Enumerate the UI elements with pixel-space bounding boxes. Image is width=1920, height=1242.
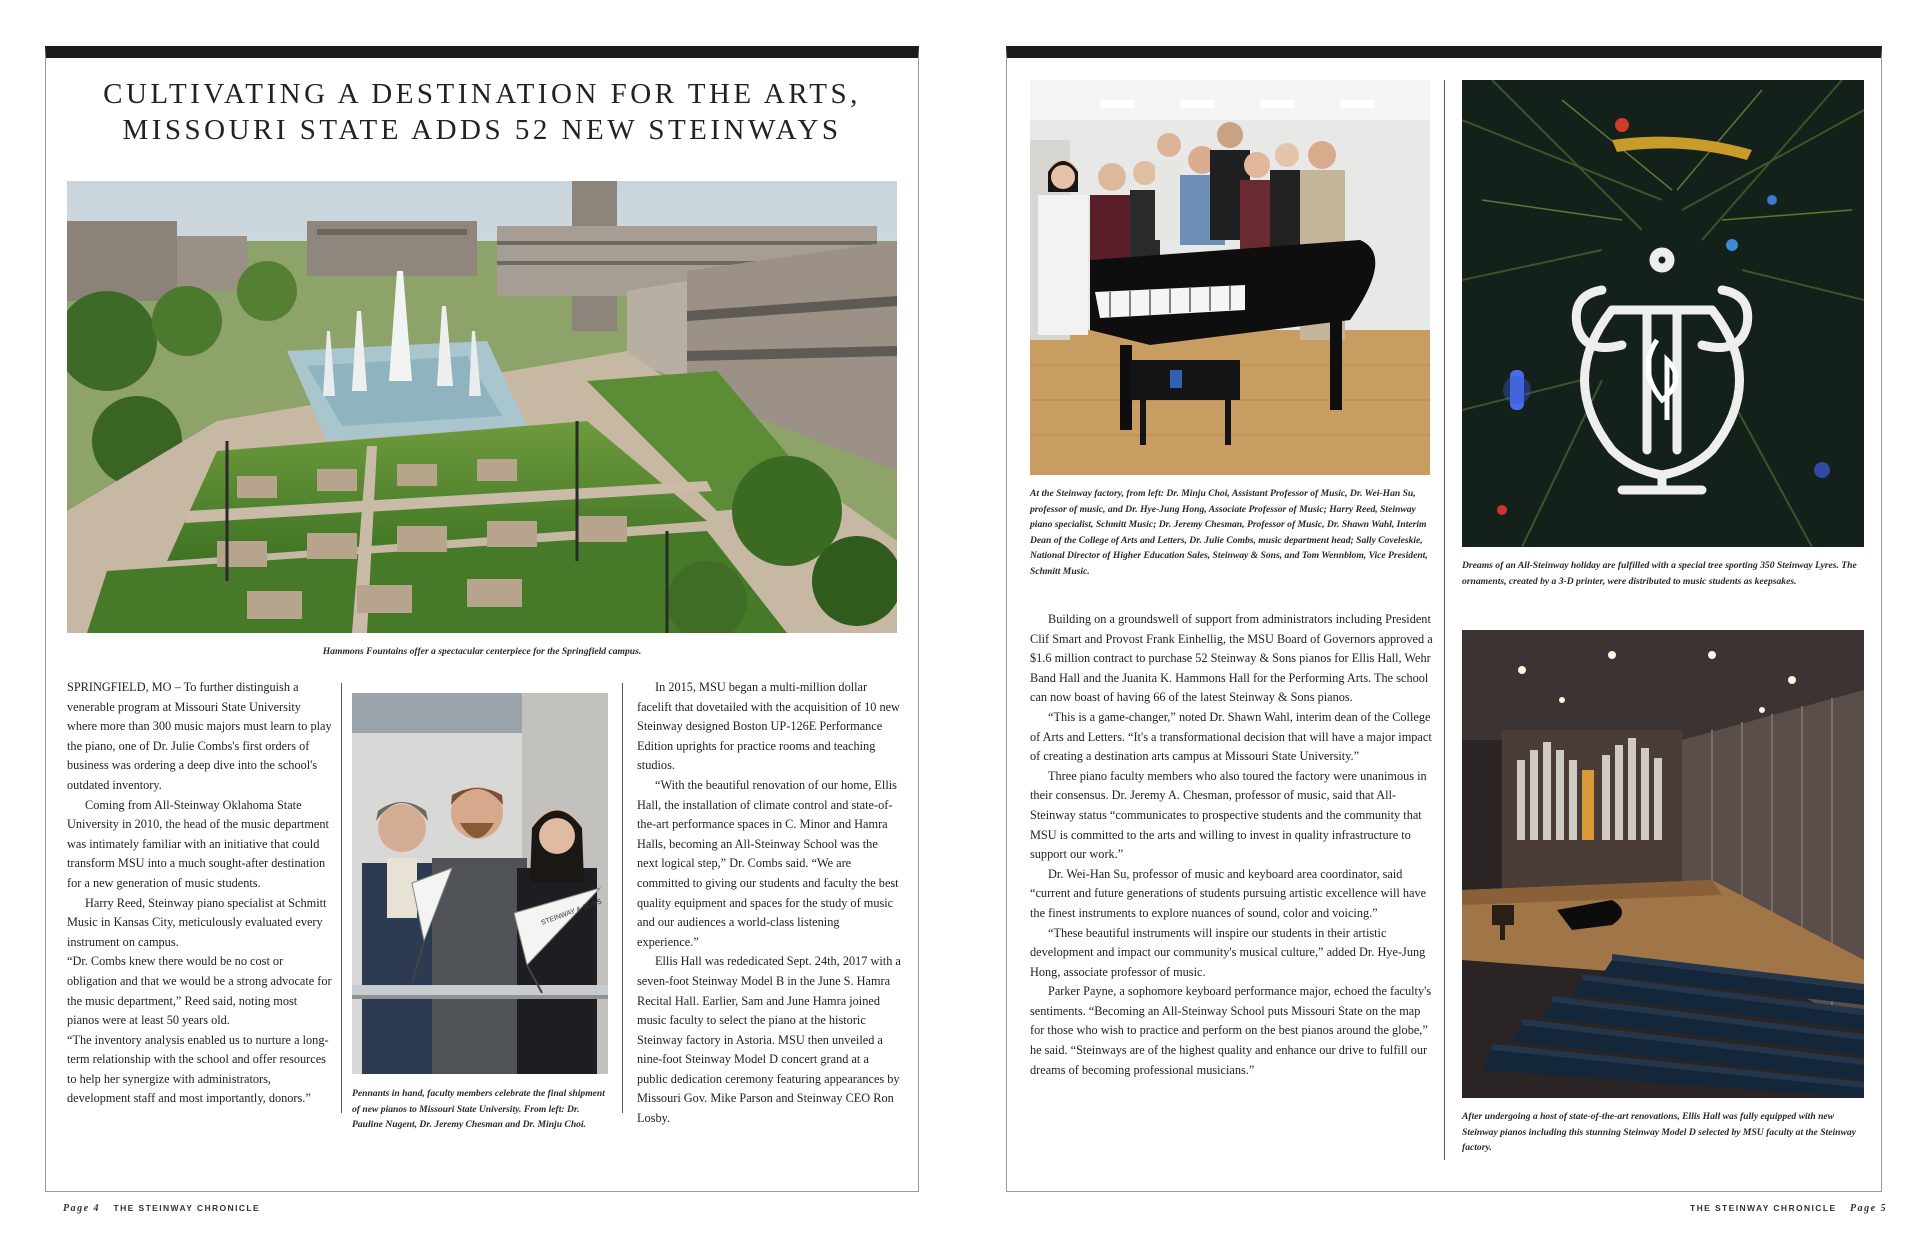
masthead: THE STEINWAY CHRONICLE — [113, 1203, 261, 1213]
ellis-hall-photo — [1462, 630, 1864, 1098]
lyre-ornament-photo — [1462, 80, 1864, 547]
paragraph: “With the beautiful renovation of our home, Ellis Hall, the installation of climate control and state-of-the-art performance spaces in C. Minor and Hamra Halls, becoming an All-Steinway School was the next logical step,” Dr. Combs said. “We are committed to giving our students and faculty the best quality equipment and spaces for the study of music and our audiences a world-class listening experience.” — [637, 777, 899, 949]
right-folio — [1690, 1203, 1897, 1214]
left-folio — [53, 1203, 260, 1214]
ellis-hall-photo-caption: After undergoing a host of state-of-the-art renovations, Ellis Hall was fully equipped with new Steinway pianos including this stunning Steinway Model D selected by MSU faculty at the Steinway factory. — [1462, 1111, 1856, 1154]
paragraph: Dr. Wei-Han Su, professor of music and keyboard area coordinator, said “current and future generations of students pursuing artistic excellence will have the finest instruments to explore nuances of sound, color and voicing.” — [1030, 866, 1427, 920]
paragraph: Ellis Hall was rededicated Sept. 24th, 2017 with a seven-foot Steinway Model B in the June S. Hamra Recital Hall. Earlier, Sam and June Hamra joined music faculty to select the piano at the historic Steinway factory in Astoria. MSU then unveiled a nine-foot Steinway Model D concert grand at a public dedication ceremony featuring appearances by Missouri Gov. Mike Parson and Steinway CEO Ron Losby. — [637, 954, 901, 1126]
pennant-text: STEINWAY & SONS — [540, 898, 603, 927]
campus-photo-caption: Hammons Fountains offer a spectacular centerpiece for the Springfield campus. — [322, 646, 642, 657]
right-page — [1006, 46, 1882, 1192]
paragraph: “These beautiful instruments will inspire our students in their artistic development and impact our community's musical culture,” added Dr. Hye-Jung Hong, associate professor of music. — [1030, 925, 1426, 979]
page-number: Page 4 — [63, 1203, 101, 1214]
article-continued-column — [1030, 610, 1435, 1080]
paragraph: SPRINGFIELD, MO – To further distinguish a venerable program at Missouri State University where more than 300 music majors must learn to play the piano, one of Dr. Julie Combs's first orders of business was ordering a deep dive into the school's outdated inventory. — [67, 680, 332, 792]
paragraph: Parker Payne, a sophomore keyboard performance major, echoed the faculty's sentiments. “Becoming an All-Steinway School puts Missouri State on the map for those who wish to practice and perform on the best pianos around the globe,” he said. “Steinways are of the highest quality and enhance our drive to fulfill our dreams of becoming professional musicians.” — [1030, 984, 1432, 1077]
factory-group-photo — [1030, 80, 1430, 475]
column-rule — [341, 683, 342, 1113]
paragraph: Harry Reed, Steinway piano specialist at Schmitt Music in Kansas City, meticulously evaluated every instrument on campus. — [67, 895, 327, 949]
column-rule — [1444, 80, 1445, 1160]
article-headline — [46, 76, 918, 148]
paragraph: In 2015, MSU began a multi-million dollar facelift that dovetailed with the acquisition of 10 new Steinway designed Boston UP-126E Performance Edition uprights for practice rooms and teaching studios. — [637, 680, 900, 773]
article-column-3 — [637, 678, 902, 1129]
page-number: Page 5 — [1850, 1203, 1888, 1214]
paragraph: Building on a groundswell of support from administrators including President Clif Smart and Provost Frank Einhellig, the MSU Board of Governors approved a $1.6 million contract to purchase 52 Steinway & Sons pianos for Ellis Hall, Wehr Band Hall and the Juanita K. Hammons Hall for the Performing Arts. The school can now boast of having 66 of the latest Steinway & Sons pianos. — [1030, 612, 1433, 705]
column-rule — [622, 683, 623, 1113]
paragraph: “This is a game-changer,” noted Dr. Shawn Wahl, interim dean of the College of Arts and Letters. “It's a transformational decision that will have a major impact of creating a destination arts campus at Missouri State University.” — [1030, 709, 1432, 764]
factory-photo-caption: At the Steinway factory, from left: Dr. Minju Choi, Assistant Professor of Music, Dr. Wei-Han Su, professor of music, and Dr. Hye-Jung Hong, Associate Professor of Music; Harry Reed, Steinway piano specialist, Schmitt Music; Dr. Jeremy Chesman, Professor of Music, Dr. Shawn Wahl, Interim Dean of the College of Arts and Letters, Dr. Julie Combs, music department head; Sally Coveleskie, National Director of Higher Education Sales, Steinway & Sons, and Tom Wennblom, Vice President, Schmitt Music. — [1030, 488, 1428, 577]
paragraph: Coming from All-Steinway Oklahoma State University in 2010, the head of the music department was intimately familiar with an initiative that could transform MSU into a much sought-after destination for a new generation of music students. — [67, 797, 329, 890]
headline-line-2: MISSOURI STATE ADDS 52 NEW STEINWAYS — [122, 114, 842, 146]
faculty-photo-caption: Pennants in hand, faculty members celebrate the final shipment of new pianos to Missouri State University. From left: Dr. Pauline Nugent, Dr. Jeremy Chesman and Dr. Minju Choi. — [352, 1088, 605, 1131]
headline-line-1: CULTIVATING A DESTINATION FOR THE ARTS, — [103, 78, 861, 110]
ornament-photo-caption: Dreams of an All-Steinway holiday are fulfilled with a special tree sporting 350 Steinway Lyres. The ornaments, created by a 3-D printer, were distributed to music students as keepsakes. — [1462, 560, 1857, 587]
article-column-1 — [67, 678, 332, 1109]
paragraph: Three piano faculty members who also toured the factory were unanimous in their consensus. Dr. Jeremy A. Chesman, professor of music, said that All-Steinway status “communicates to prospective students and the community that MSU is committed to the arts and willing to invest in quality infrastructure to support our work.” — [1030, 768, 1427, 862]
left-page — [45, 46, 919, 1192]
masthead: THE STEINWAY CHRONICLE — [1690, 1203, 1837, 1213]
campus-fountain-photo — [67, 181, 897, 633]
faculty-pennant-photo — [352, 693, 608, 1074]
paragraph: “Dr. Combs knew there would be no cost or obligation and that we would be a strong advocate for the music department,” Reed said, noting most pianos were at least 50 years old. — [67, 954, 332, 1028]
paragraph: “The inventory analysis enabled us to nurture a long-term relationship with the school and offer resources to help her synergize with administrators, development staff and most importantly, donors.” — [67, 1032, 329, 1106]
